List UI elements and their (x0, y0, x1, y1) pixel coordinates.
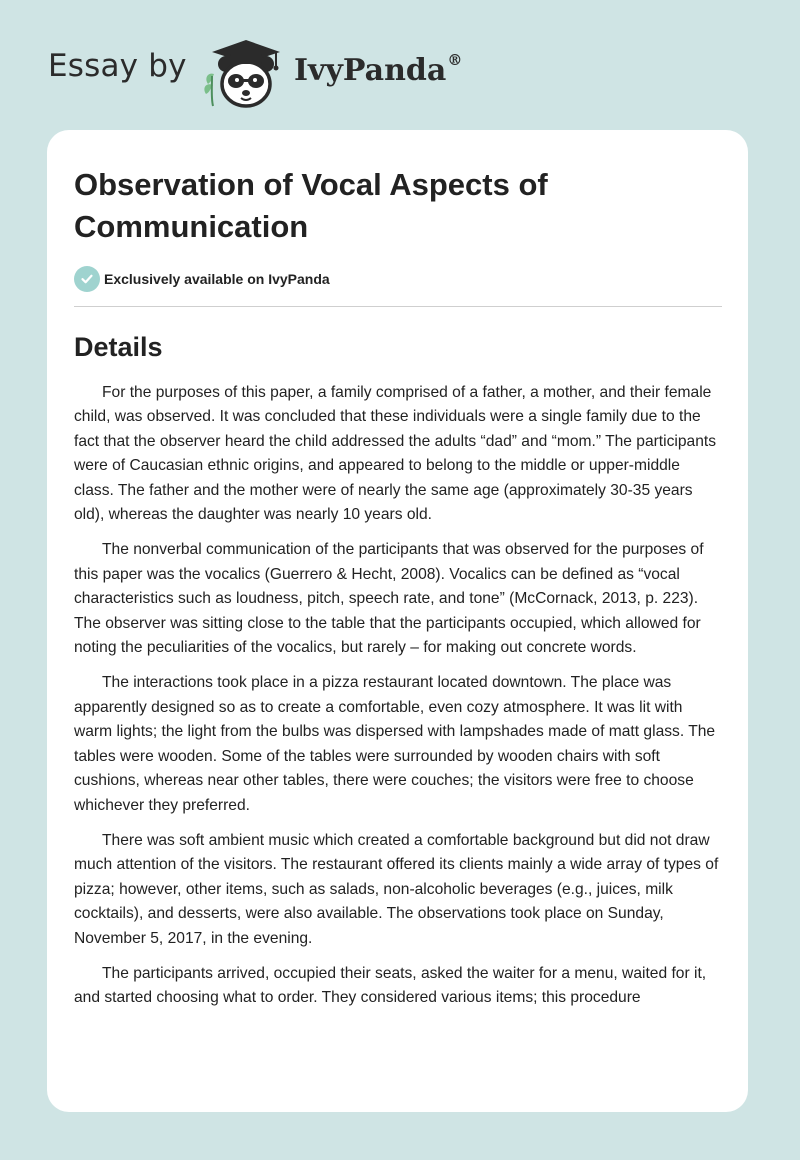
exclusive-badge (74, 264, 722, 294)
essay-body (74, 381, 722, 1011)
essay-by-label: Essay by (48, 48, 187, 84)
essay-content (74, 164, 722, 1022)
brand-name-text: IvyPanda (294, 53, 447, 88)
essay-title: Observation of Vocal Aspects of Communication (74, 167, 548, 244)
paragraph: The participants arrived, occupied their seats, asked the waiter for a menu, waited for it, and started choosing what to order. They considered various items; this procedure (74, 964, 707, 1007)
brand-name[interactable] (294, 53, 462, 88)
section-heading-details: Details (74, 332, 163, 362)
paragraph: The nonverbal communication of the participants that was observed for the purposes of this paper was the vocalics (Guerrero & Hecht, 2008). Vocalics can be defined as “vocal characteristics such as loudness, pitch, speech rate, and tone” (McCornack, 2013, p. 223). The observer was sitting close to the table that the participants occupied, which allowed for noting the peculiarities of the vocalics, but rarely – for making out concrete words. (74, 541, 704, 657)
site-header (0, 0, 800, 120)
exclusive-badge-text: Exclusively available on IvyPanda (104, 271, 330, 287)
panda-graduate-icon (200, 36, 284, 110)
paragraph: The interactions took place in a pizza restaurant located downtown. The place was apparently designed so as to create a comfortable, even cozy atmosphere. It was lit with warm lights; the light from the bulbs was dispersed with lampshades made of matt glass. The tables were wooden. Some of the tables were surrounded by wooden chairs with soft cushions, whereas near other tables, there were couches; the visitors were free to choose whichever they preferred. (74, 674, 716, 814)
divider (74, 306, 722, 307)
essay-card (47, 130, 748, 1112)
paragraph: For the purposes of this paper, a family comprised of a father, a mother, and their female child, was observed. It was concluded that these individuals were a single family due to the fact that the observer heard the child addressed the adults “dad” and “mom.” The participants were of Caucasian ethnic origins, and appeared to belong to the middle or upper-middle class. The father and the mother were of nearly the same age (approximately 30-35 years old), whereas the daughter was nearly 10 years old. (74, 384, 717, 524)
check-icon (74, 266, 100, 292)
paragraph: There was soft ambient music which created a comfortable background but did not draw much attention of the visitors. The restaurant offered its clients mainly a wide array of types of pizza; however, other items, such as salads, non-alcoholic beverages (e.g., juices, milk cocktails), and desserts, were also available. The observations took place on Sunday, November 5, 2017, in the evening. (74, 831, 719, 947)
registered-mark: ® (447, 51, 463, 69)
